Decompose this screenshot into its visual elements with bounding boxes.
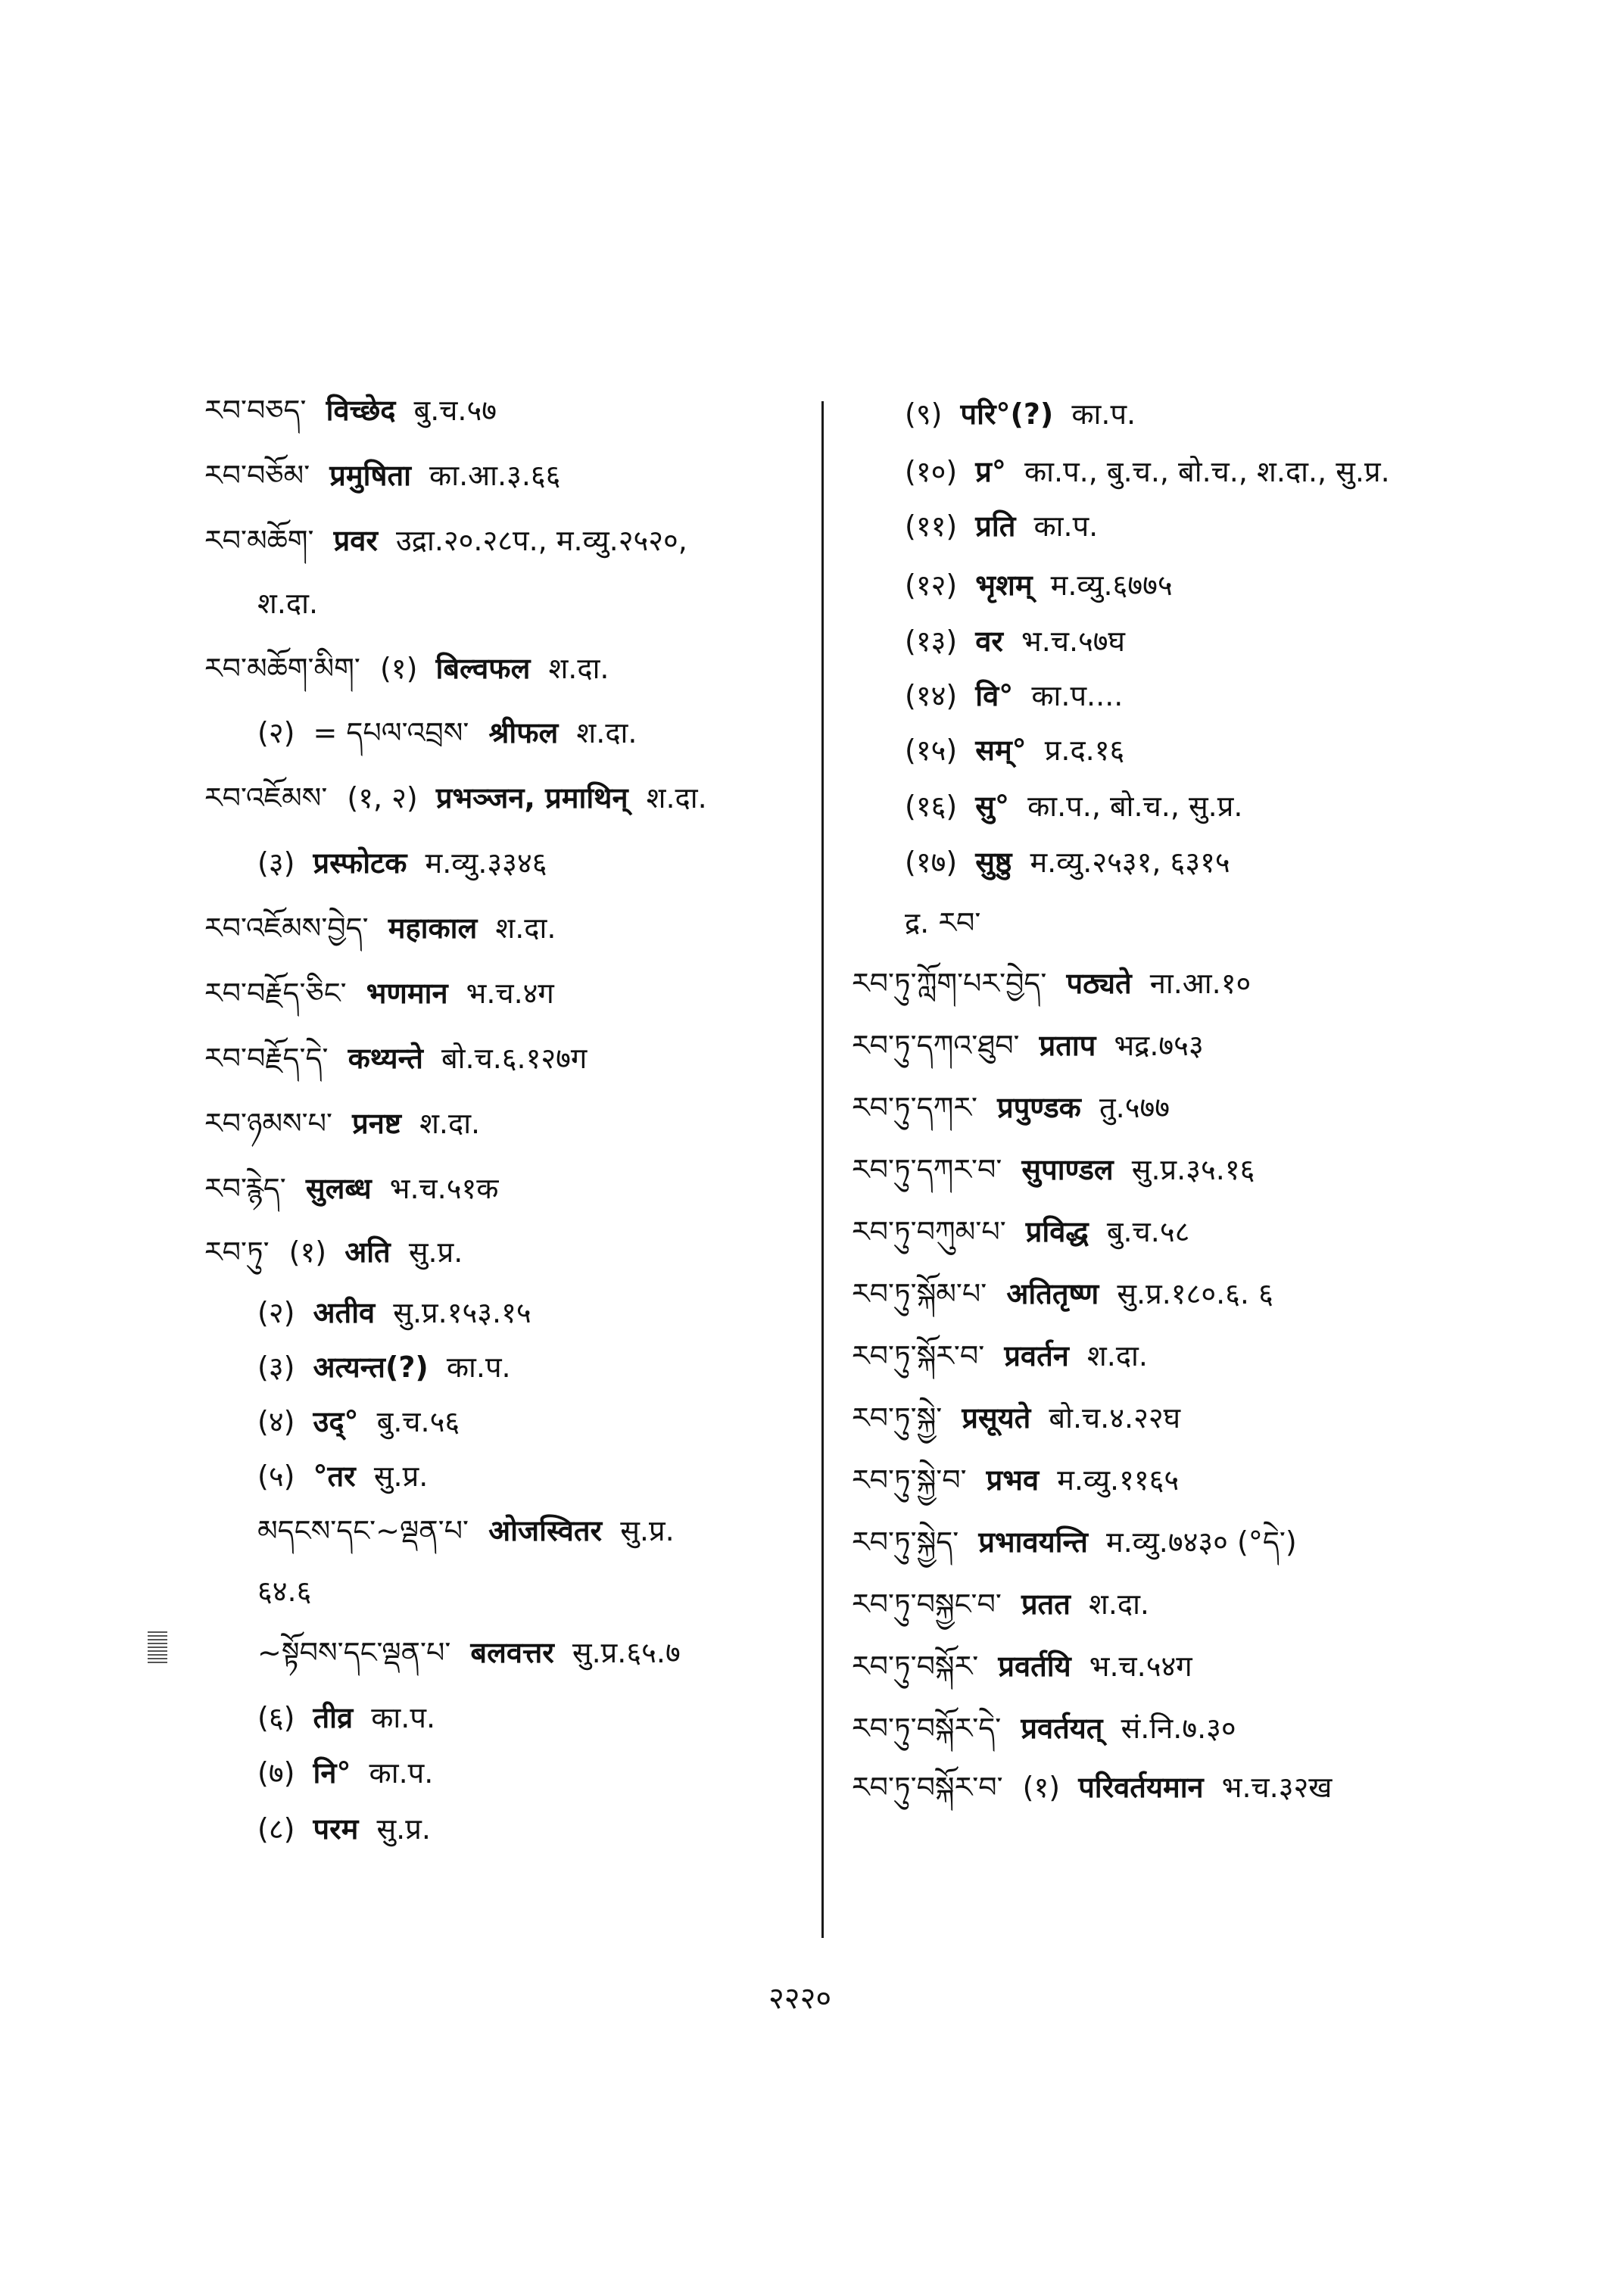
sanskrit-equivalent: श्रीफल	[488, 716, 559, 749]
sanskrit-equivalent: सम्°	[975, 734, 1027, 767]
sanskrit-equivalent: बिल्वफल	[435, 652, 531, 685]
sanskrit-equivalent: प्रभावयन्ति	[978, 1525, 1088, 1559]
sanskrit-equivalent: नि°	[313, 1756, 351, 1790]
tibetan-headword: རབ་བཅོམ་	[204, 459, 310, 492]
dictionary-entry	[905, 734, 1124, 767]
sanskrit-equivalent: कथ्यन्ते	[348, 1042, 423, 1075]
tibetan-headword: རབ་རྙེད་	[204, 1172, 286, 1205]
dictionary-entry	[905, 846, 1230, 879]
dictionary-entry	[852, 1525, 1297, 1559]
source-reference: भ.च.४ग	[466, 977, 554, 1010]
source-reference: का.प....	[1031, 679, 1124, 712]
dictionary-entry	[852, 1029, 1204, 1062]
source-reference: भ.च.५१क	[389, 1172, 499, 1205]
source-reference: श.दा.	[548, 652, 609, 685]
tibetan-headword: ~སྟོབས་དང་ལྡན་པ་	[257, 1636, 451, 1669]
source-reference: सु.प्र.	[408, 1235, 463, 1269]
sanskrit-equivalent: सुपाण्डल	[1021, 1153, 1114, 1186]
dictionary-entry	[905, 679, 1123, 712]
source-reference: श.दा.	[576, 716, 637, 749]
dictionary-entry	[257, 1514, 675, 1547]
dictionary-entry	[257, 1575, 311, 1608]
source-reference: सु.प्र.	[620, 1514, 675, 1547]
source-reference: बो.च.६.१२७ग	[441, 1042, 588, 1075]
source-reference: का.प., बु.च., बो.च., श.दा., सु.प्र.	[1024, 455, 1390, 488]
source-reference: का.प.	[369, 1756, 434, 1790]
tibetan-headword: རབ་འཇོམས་བྱེད་	[204, 911, 369, 945]
sanskrit-equivalent: परि°(?)	[960, 397, 1054, 431]
dictionary-entry	[905, 397, 1136, 431]
dictionary-entry	[852, 1771, 1332, 1804]
sanskrit-equivalent: प्रसूयते	[962, 1401, 1031, 1435]
tibetan-headword: རབ་ཏུ་བཀུམ་པ་	[852, 1215, 1006, 1248]
source-reference: उद्रा.२०.२८प., म.व्यु.२५२०,	[395, 524, 687, 557]
tibetan-headword: རབ་ཏུ་སྐྱེ་	[852, 1401, 943, 1435]
tibetan-headword: རབ་ཏུ་སྐྱེ་བ་	[852, 1463, 967, 1497]
dictionary-entry	[204, 781, 707, 815]
dictionary-entry	[204, 977, 554, 1010]
sanskrit-equivalent: प्रति	[975, 509, 1016, 543]
sanskrit-equivalent: परम	[313, 1812, 359, 1846]
source-reference: बु.च.५८	[1106, 1215, 1190, 1248]
source-reference: का.आ.३.६६	[429, 459, 561, 492]
sense-number: (१, २)	[347, 781, 418, 815]
dictionary-entry	[204, 1235, 463, 1269]
sanskrit-equivalent: अतीव	[313, 1296, 376, 1329]
dictionary-entry	[905, 625, 1125, 658]
tibetan-headword: རབ་ཏུ་དཀའ་ཐུབ་	[852, 1029, 1020, 1062]
source-reference: का.प.	[371, 1701, 436, 1734]
sanskrit-equivalent: प्रवर्तयि	[998, 1650, 1071, 1683]
sanskrit-equivalent: प्रभञ्जन, प्रमाथिन्	[435, 781, 628, 815]
dictionary-entry	[257, 1405, 460, 1438]
dictionary-entry	[905, 906, 980, 939]
source-reference: सु.प्र.१८०.६. ६	[1117, 1277, 1273, 1310]
tibetan-headword: རབ་མཆོག་མིག་	[204, 652, 360, 685]
source-reference: तु.५७७	[1099, 1091, 1170, 1124]
sense-number: (३)	[257, 846, 295, 880]
continuation-text: द्र. རབ་	[905, 906, 981, 939]
tibetan-headword: རབ་ཏུ་བསྐོར་བ་	[852, 1771, 1003, 1804]
sanskrit-equivalent: सुलब्ध	[305, 1172, 372, 1205]
source-reference: म.व्यु.११६५	[1057, 1463, 1180, 1497]
sense-number: (१०)	[905, 455, 958, 488]
tibetan-headword: མདངས་དང་~ལྡན་པ་	[257, 1514, 469, 1547]
tibetan-headword: རབ་ཏུ་	[204, 1235, 270, 1269]
tibetan-headword: རབ་ཏུ་སྐོར་བ་	[852, 1339, 985, 1372]
dictionary-entry	[204, 911, 556, 945]
sense-number: (५)	[257, 1460, 295, 1493]
sanskrit-equivalent: प्रस्फोटक	[313, 846, 407, 880]
dictionary-entry	[852, 1153, 1255, 1186]
source-reference: का.प., बो.च., सु.प्र.	[1027, 790, 1243, 823]
dictionary-entry	[852, 1339, 1148, 1372]
source-reference: का.प.	[1071, 397, 1136, 431]
source-reference: श.दा.	[495, 911, 556, 945]
sanskrit-equivalent: प्रवर्तन	[1004, 1339, 1069, 1372]
dictionary-entry	[204, 1042, 587, 1075]
sense-number: (१)	[288, 1235, 327, 1269]
dictionary-entry	[257, 1296, 531, 1329]
dictionary-entry	[852, 1277, 1273, 1310]
source-reference: का.प.	[1033, 509, 1099, 543]
source-reference: बु.च.५७	[413, 394, 497, 427]
page-number: २२२०	[768, 1981, 832, 2016]
sanskrit-equivalent: प्र°	[975, 455, 1006, 488]
tibetan-headword: རབ་ཏུ་སྐྱེད་	[852, 1525, 959, 1559]
dictionary-entry	[257, 1351, 511, 1384]
sense-number: (७)	[257, 1756, 295, 1790]
source-reference: प्र.द.१६	[1044, 734, 1125, 767]
dictionary-entry	[257, 587, 318, 620]
source-reference: ना.आ.१०	[1149, 967, 1252, 1000]
tibetan-headword: རབ་ཏུ་དཀར་བ་	[852, 1153, 1002, 1186]
tibetan-headword: རབ་ཏུ་བསྐོར་དེ་	[852, 1712, 1002, 1745]
tibetan-headword: རབ་བརྗོད་དེ་	[204, 1042, 329, 1075]
source-reference: म.व्यु.३३४६	[425, 846, 547, 880]
tibetan-headword: རབ་བཅད་	[204, 394, 307, 427]
tibetan-headword: རབ་འཇོམས་	[204, 781, 328, 815]
dictionary-entry	[852, 1215, 1189, 1248]
sanskrit-equivalent: प्रनष्ट	[352, 1107, 401, 1140]
sanskrit-equivalent: प्रताप	[1039, 1029, 1096, 1062]
sanskrit-equivalent: बलवत्तर	[470, 1636, 554, 1669]
dictionary-entry	[257, 846, 547, 880]
source-reference: श.दा.	[419, 1107, 481, 1140]
sense-number: (९)	[905, 397, 943, 431]
sanskrit-equivalent: प्रमुषिता	[329, 459, 411, 492]
dictionary-entry	[204, 524, 687, 557]
tibetan-headword: རབ་ཏུ་ཀློག་པར་བྱེད་	[852, 967, 1047, 1000]
sanskrit-equivalent: सु°	[975, 790, 1009, 823]
sanskrit-equivalent: उद्°	[313, 1405, 359, 1438]
continuation-text: ६४.६	[257, 1575, 312, 1608]
sense-number: (३)	[257, 1351, 295, 1384]
tibetan-headword: རབ་བརྗོད་ཅིང་	[204, 977, 347, 1010]
tibetan-headword: = དཔལ་འབྲས་	[313, 716, 469, 749]
dictionary-entry	[852, 1650, 1192, 1683]
dictionary-entry	[905, 569, 1173, 602]
dictionary-entry	[257, 1812, 431, 1846]
sanskrit-equivalent: महाकाल	[388, 911, 478, 945]
source-reference: बो.च.४.२२घ	[1049, 1401, 1181, 1435]
dictionary-entry	[852, 1091, 1170, 1124]
sense-number: (१२)	[905, 569, 958, 602]
dictionary-entry	[257, 1701, 435, 1734]
sanskrit-equivalent: अतितृष्ण	[1006, 1277, 1099, 1310]
dictionary-entry	[905, 455, 1390, 488]
source-reference: सु.प्र.३५.१६	[1131, 1153, 1255, 1186]
sense-number: (१४)	[905, 679, 958, 712]
dictionary-entry	[905, 790, 1242, 823]
tibetan-headword: རབ་ཏུ་བསྐོར་	[852, 1650, 979, 1683]
sanskrit-equivalent: तीव्र	[313, 1701, 354, 1734]
source-reference: म.व्यु.६७७५	[1050, 569, 1173, 602]
sanskrit-equivalent: पठ्यते	[1066, 967, 1132, 1000]
dictionary-entry	[852, 1401, 1180, 1435]
sanskrit-equivalent: प्रवर	[333, 524, 378, 557]
sanskrit-equivalent: अति	[344, 1235, 391, 1269]
sanskrit-equivalent: भणमान	[366, 977, 448, 1010]
margin-tick-mark	[148, 1631, 167, 1665]
sanskrit-equivalent: °तर	[313, 1460, 356, 1493]
source-reference: भ.च.५७घ	[1021, 625, 1126, 658]
sanskrit-equivalent: परिवर्तयमान	[1078, 1771, 1204, 1804]
dictionary-entry	[852, 1587, 1149, 1621]
dictionary-entry	[204, 394, 497, 427]
sense-number: (११)	[905, 509, 958, 543]
dictionary-entry	[204, 652, 609, 685]
sense-number: (२)	[257, 1296, 295, 1329]
sense-number: (८)	[257, 1812, 295, 1846]
sense-number: (१५)	[905, 734, 958, 767]
sanskrit-equivalent: विच्छेद	[326, 394, 396, 427]
sense-number: (६)	[257, 1701, 295, 1734]
dictionary-entry	[852, 967, 1251, 1000]
dictionary-entry	[852, 1463, 1179, 1497]
tibetan-headword: རབ་ཏུ་བསྐྱང་བ་	[852, 1587, 1002, 1621]
dictionary-entry	[257, 1460, 428, 1493]
sense-number: (१३)	[905, 625, 958, 658]
sense-number: (१)	[1022, 1771, 1061, 1804]
continuation-text: श.दा.	[257, 587, 319, 620]
sanskrit-equivalent: वि°	[975, 679, 1014, 712]
sanskrit-equivalent: ओजस्वितर	[488, 1514, 603, 1547]
dictionary-entry	[257, 1636, 681, 1669]
source-reference: भ.च.३२ख	[1221, 1771, 1333, 1804]
sanskrit-equivalent: प्रतत	[1021, 1587, 1071, 1621]
sanskrit-equivalent: प्रविद्ध	[1025, 1215, 1089, 1248]
source-reference: सु.प्र.	[376, 1812, 431, 1846]
dictionary-entry	[852, 1712, 1236, 1745]
source-reference: सु.प्र.१५३.१५	[393, 1296, 531, 1329]
source-reference: का.प.	[446, 1351, 511, 1384]
dictionary-entry	[204, 1107, 480, 1140]
dictionary-entry	[257, 716, 637, 749]
sense-number: (४)	[257, 1405, 295, 1438]
source-reference: श.दा.	[1088, 1587, 1150, 1621]
column-divider	[821, 401, 824, 1938]
tibetan-headword: རབ་ཏུ་སྐོམ་པ་	[852, 1277, 987, 1310]
dictionary-entry	[905, 509, 1098, 543]
source-reference: बु.च.५६	[376, 1405, 460, 1438]
sense-number: (१६)	[905, 790, 958, 823]
sanskrit-equivalent: अत्यन्त(?)	[313, 1351, 429, 1384]
sanskrit-equivalent: प्रपुण्डक	[997, 1091, 1081, 1124]
dictionary-entry	[204, 1172, 498, 1205]
sanskrit-equivalent: भृशम्	[975, 569, 1033, 602]
sanskrit-equivalent: प्रभव	[986, 1463, 1040, 1497]
sense-number: (२)	[257, 716, 295, 749]
source-reference: श.दा.	[1086, 1339, 1148, 1372]
source-reference: सु.प्र.६५.७	[572, 1636, 681, 1669]
sense-number: (१७)	[905, 846, 958, 879]
sanskrit-equivalent: प्रवर्तयत्	[1021, 1712, 1103, 1745]
source-reference: सु.प्र.	[373, 1460, 429, 1493]
tibetan-headword: རབ་ཉམས་པ་	[204, 1107, 332, 1140]
source-reference: म.व्यु.२५३१, ६३१५	[1030, 846, 1230, 879]
sense-number: (१)	[379, 652, 418, 685]
dictionary-entry	[257, 1756, 433, 1790]
source-reference: भ.च.५४ग	[1089, 1650, 1192, 1683]
source-reference: श.दा.	[646, 781, 707, 815]
tibetan-headword: རབ་མཆོག་	[204, 524, 314, 557]
tibetan-headword: རབ་ཏུ་དཀར་	[852, 1091, 977, 1124]
dictionary-entry	[204, 459, 560, 492]
sanskrit-equivalent: वर	[975, 625, 1003, 658]
source-reference: सं.नि.७.३०	[1121, 1712, 1236, 1745]
source-reference: भद्र.७५३	[1114, 1029, 1204, 1062]
source-reference: म.व्यु.७४३० (°དེ་)	[1105, 1525, 1297, 1559]
sanskrit-equivalent: सुष्ठु	[975, 846, 1012, 879]
